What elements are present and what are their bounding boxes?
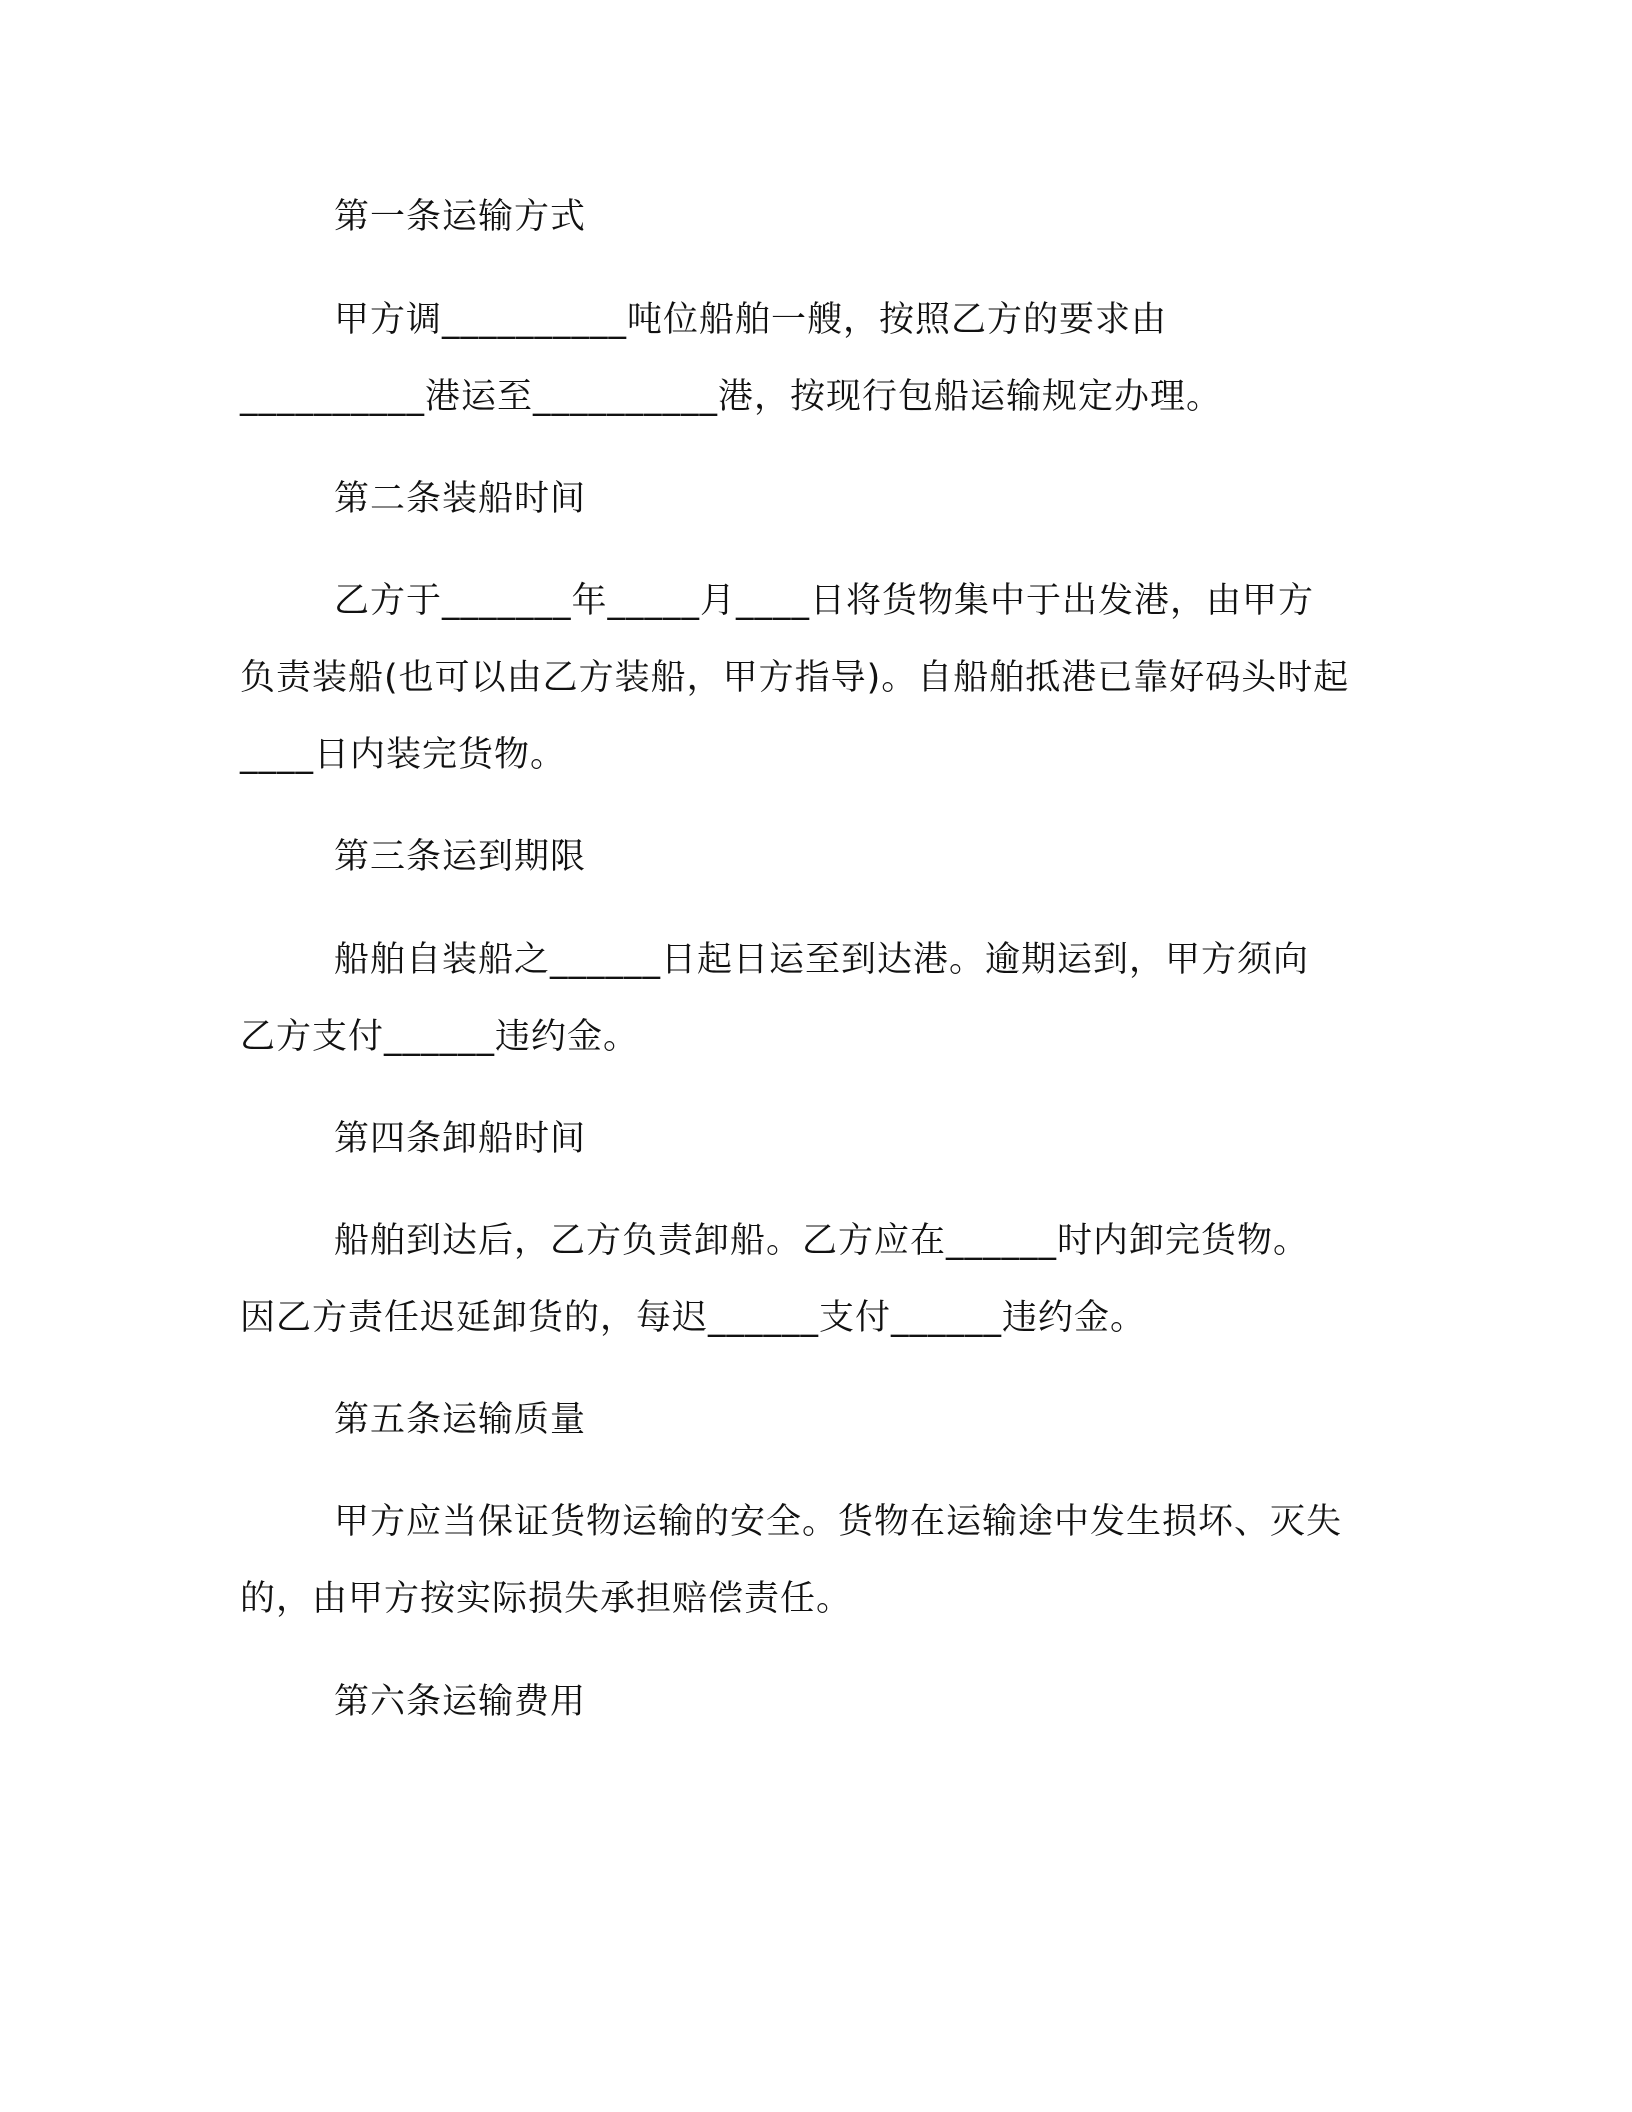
article-1-line-1: 甲方调__________吨位船舶一艘，按照乙方的要求由 — [334, 300, 1168, 340]
article-2-heading: 第二条装船时间 — [334, 479, 587, 519]
article-4-line-2: 因乙方责任迟延卸货的，每迟______支付______违约金。 — [240, 1298, 1147, 1338]
article-1-heading: 第一条运输方式 — [334, 197, 587, 237]
article-2-line-3: ____日内装完货物。 — [240, 735, 567, 775]
article-2-line-1: 乙方于_______年_____月____日将货物集中于出发港，由甲方 — [334, 581, 1315, 621]
article-3-line-1: 船舶自装船之______日起日运至到达港。逾期运到，甲方须向 — [334, 940, 1310, 980]
article-3-heading: 第三条运到期限 — [334, 837, 587, 877]
article-1-line-2: __________港运至__________港，按现行包船运输规定办理。 — [240, 377, 1223, 417]
article-4-line-1: 船舶到达后，乙方负责卸船。乙方应在______时内卸完货物。 — [334, 1221, 1310, 1261]
article-2-line-2: 负责装船(也可以由乙方装船，甲方指导)。自船舶抵港已靠好码头时起 — [240, 658, 1350, 698]
article-3-line-2: 乙方支付______违约金。 — [240, 1017, 640, 1057]
article-5-line-1: 甲方应当保证货物运输的安全。货物在运输途中发生损坏、灭失 — [334, 1502, 1343, 1542]
article-5-heading: 第五条运输质量 — [334, 1400, 587, 1440]
article-6-heading: 第六条运输费用 — [334, 1682, 587, 1722]
article-4-heading: 第四条卸船时间 — [334, 1119, 587, 1159]
article-5-line-2: 的，由甲方按实际损失承担赔偿责任。 — [240, 1579, 853, 1619]
